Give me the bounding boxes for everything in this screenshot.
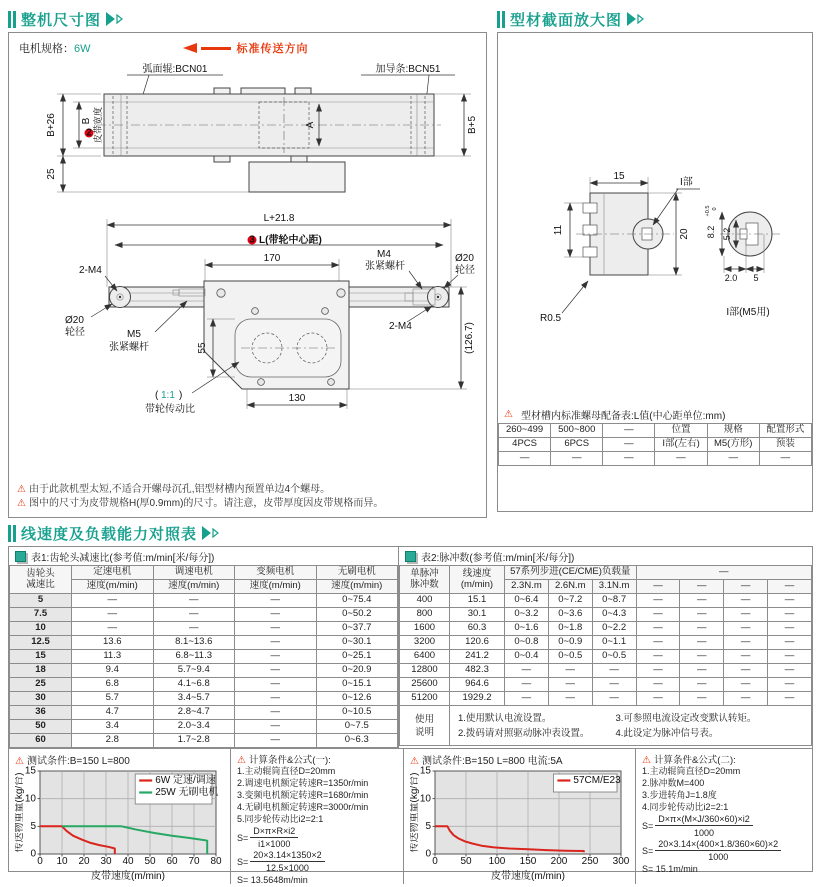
svg-text:6W 定速/调速: 6W 定速/调速 [155,775,216,786]
detail-caption: I部(M5用) [726,307,770,318]
label-m5-rod: 张紧螺杆 [109,342,149,353]
table-row: 7.5 — — — 0~50.2 [10,608,398,622]
svg-text:皮带速度(m/min): 皮带速度(m/min) [91,871,165,882]
nut-table-caption: ⚠ 型材槽内标准螺母配备表:L值(中心距单位:mm) [504,408,726,422]
note-line: ⚠ 由于此款机型太短,不适合开螺母沉孔,铝型材槽内预置单边4个螺母。 [17,484,331,495]
table-row: 36 4.7 2.8~4.7 — 0~10.5 [10,706,398,720]
warning-icon: ⚠ [17,498,26,509]
label-2m4-right: 2-M4 [389,321,412,332]
label-m5: M5 [127,329,141,340]
table-row: 25 6.8 4.1~6.8 — 0~15.1 [10,678,398,692]
transfer-direction-label: 标准传送方向 [236,43,309,55]
table-square-icon [405,551,416,562]
table-row: 18 9.4 5.7~9.4 — 0~20.9 [10,664,398,678]
svg-text:250: 250 [581,856,599,867]
header-arrow-icon [202,526,219,540]
formula-panel-2: ⚠ 计算条件&公式(二): 1.主动辊筒直径D=20mm 2.脉冲数M=400 3.步进转角J=1.8度 4.同步轮传动比i2=2:1 S= $\frac{D\times\pi\times(M\times J/360\times 60)\times i2}{1000}$ S= $\frac{20\times 3.14\times(400\times 1.8/360\times 60)\times 2}{1000}$ S= 15.1m/min [636,749,812,884]
profile-cross-section-drawing [498,33,812,405]
section-header-overall [8,8,487,30]
section-header-profile [497,8,813,30]
svg-text:0: 0 [37,856,43,867]
section-title-speed: 线速度及负载能力对照表 [21,525,198,543]
formula2-result: S= 15.1m/min [642,864,698,874]
dim-2: 2.0 [724,273,738,283]
svg-text:50: 50 [144,856,156,867]
svg-text:80: 80 [210,856,222,867]
label-d20-right: Ø20 [455,253,474,264]
label-d20-left-2: 轮径 [65,327,85,338]
svg-text:0: 0 [425,848,431,860]
svg-text:5: 5 [425,820,431,832]
formula-panel-1: ⚠ 计算条件&公式(一): 1.主动辊筒直径D=20mm 2.调速电机额定转速R=1350r/min 3.变频电机额定转速R=1680r/min 4.无刷电机额定转速R=3000r/min 5.同步轮传动比i2=2:1 S= $\frac{D\times\pi\times R\times i2}{i1\times 1000}$ S= $\frac{20\times 3.14\times 1350\times 2}{12.5\times 1000}$ S= 13.5648m/min [231,749,404,884]
svg-text:3: 3 [249,234,255,246]
warning-icon: ⚠ [17,484,26,495]
warning-icon: ⚠ [410,756,419,767]
svg-text:300: 300 [612,856,630,867]
load-capacity-chart-57cm [410,766,630,882]
note-line: ⚠ 图中的尺寸为皮带规格H(厚0.9mm)的尺寸。请注意，皮带厚度因皮带规格而异。 [17,498,384,509]
dim-55: 55 [197,342,208,354]
table-row: 51200 1929.2 — — — — — — — [400,692,812,706]
table-row: 12800 482.3 — — — — — — — [400,664,812,678]
svg-text:0: 0 [432,856,438,867]
table-row: 400 15.1 0~6.4 0~7.2 0~8.7 — — — — [400,594,812,608]
pulse-table: 单脉冲 脉冲数 线速度 (m/min) 57系列步进(CE/CME)负载量 — 2.3N.m 2.6N.m 3.1N.m — — — — 400 15.1 0~6.4 0~7.2 0~8.7 — — — — 800 30.1 0~3.2 0~3.6 0~4.3 — — — — 1600 60.3 0~1.6 0~1.8 0~2.2 — — — — 3200 120.6 0~0.8 0~0.9 0~1.1 — — — — 6400 241.2 0~0.4 0~0.5 0~0.5 — — — — 12800 482.3 — — — — — — — 25600 964.6 — — — — — — — 51200 1929.2 — — — — — — — 使用 说明 1.使用默认电流设置。 2.拨码请对照驱动脉冲表设置。 3.可参照电流设定改变默认转矩。 4.此设定为脉冲信号表。 [399,565,812,746]
load-chart-panel-2 [404,749,636,884]
svg-text:30: 30 [100,856,112,867]
header-arrow-icon [627,12,644,26]
gear-ratio-table: 齿轮头 减速比 定速电机 调速电机 变频电机 无刷电机 速度(m/min) 速度(m/min) 速度(m/min) 速度(m/min) 5 — — — 0~75.4 7.5 — — — 0~50.2 10 — — — 0~37.7 12.5 13.6 8.1~13.6 — 0~30.1 15 11.3 6.8~11.3 — 0~25.1 18 9.4 5.7~9.4 — 0~20.9 25 6.8 4.1~6.8 — 0~15.1 30 5.7 3.4~5.7 — 0~12.6 36 4.7 2.8~4.7 — 0~10.5 50 3.4 2.0~3.4 — 0~7.5 60 2.8 1.7~2.8 — 0~6.3 [9,565,398,748]
svg-text:50: 50 [460,856,472,867]
dim-1267: (126.7) [464,322,475,354]
label-m4-right: M4 [377,249,391,260]
label-i-part: I部 [680,177,693,188]
load-capacity-chart-6w [15,766,225,882]
table-row: 3200 120.6 0~0.8 0~0.9 0~1.1 — — — — [400,636,812,650]
formula2-title: ⚠ 计算条件&公式(二): [642,755,736,766]
side-view-drawing [9,209,485,427]
dim-b5: B+5 [467,115,478,135]
dim-belt-b: B [81,117,92,125]
table-row: 60 2.8 1.7~2.8 — 0~6.3 [10,734,398,748]
dim-82-tol-bot: 0 [712,207,718,211]
dim-170: 170 [263,253,281,264]
dim-25: 25 [46,168,57,180]
overall-dimension-panel [8,32,487,518]
svg-text:10: 10 [419,793,431,805]
label-guide-strip: 加导条:BCN51 [375,64,441,75]
svg-text:10: 10 [56,856,68,867]
table-square-icon [15,551,26,562]
ratio-open: ( [155,390,159,401]
top-view-drawing [9,59,485,209]
overall-notes [9,481,486,515]
dim-52: 5.2 [722,227,732,241]
formula1-result: S= 13.5648m/min [237,875,308,885]
section-header-speed [8,522,813,544]
svg-text:60: 60 [166,856,178,867]
formula1-title: ⚠ 计算条件&公式(一): [237,755,331,766]
dim-5: 5 [753,273,759,283]
dim-130: 130 [288,393,306,404]
warning-icon: ⚠ [504,408,513,420]
label-arc-roller: 弧面辊:BCN01 [142,64,208,75]
svg-text:传送物重量(kg/台): 传送物重量(kg/台) [410,772,420,853]
label-r05: R0.5 [540,313,562,324]
svg-text:100: 100 [488,856,506,867]
section-title-profile: 型材截面放大图 [510,11,623,29]
label-d20-right-2: 轮径 [455,265,475,276]
section-title-overall: 整机尺寸图 [21,11,102,29]
table-row: 6400 241.2 0~0.4 0~0.5 0~0.5 — — — — [400,650,812,664]
svg-text:传送物重量(kg/台): 传送物重量(kg/台) [15,772,25,853]
load-chart-panel-1 [9,749,231,884]
dim-b26: B+26 [46,113,57,137]
transfer-direction [183,40,309,56]
svg-text:70: 70 [188,856,200,867]
formula2-eq1: S= $\frac{D\times\pi\times(M\times J/360\times 60)\times i2}{1000}$ [642,814,808,838]
header-bars-icon [8,11,16,28]
formula1-eq2: S= $\frac{20\times 3.14\times 1350\times 2}{12.5\times 1000}$ [237,850,399,873]
svg-text:150: 150 [519,856,537,867]
label-2m4-left: 2-M4 [79,265,102,276]
formula2-eq2: S= $\frac{20\times 3.14\times(400\times 1.8/360\times 60)\times 2}{1000}$ [642,839,808,862]
belt-width-label: 皮带宽度 [93,106,103,144]
table1-col1-header: 齿轮头 减速比 [10,566,72,594]
dim-15: 15 [613,171,625,182]
dim-20: 20 [679,228,690,240]
svg-text:15: 15 [24,766,36,777]
table-row: 1600 60.3 0~1.6 0~1.8 0~2.2 — — — — [400,622,812,636]
table-row: 25600 964.6 — — — — — — — [400,678,812,692]
svg-text:0: 0 [30,848,36,860]
ratio-close: ) [179,390,183,401]
svg-text:57CM/E23: 57CM/E23 [573,775,621,786]
table-row: 30 5.7 3.4~5.7 — 0~12.6 [10,692,398,706]
svg-text:25W 无刷电机: 25W 无刷电机 [155,787,219,798]
svg-text:2: 2 [86,127,92,139]
dim-82-tol-top: +0.5 [705,205,711,217]
profile-section-panel [497,32,813,512]
table-row: — — — — — — [499,452,812,466]
label-m4-right-2: 张紧螺杆 [365,261,405,272]
table-row: 50 3.4 2.0~3.4 — 0~7.5 [10,720,398,734]
table-row: 800 30.1 0~3.2 0~3.6 0~4.3 — — — — [400,608,812,622]
header-arrow-icon [106,12,123,26]
table2-caption: 表2:脉冲数(参考值:m/min[米/每分]) [399,547,812,565]
svg-text:40: 40 [122,856,134,867]
warning-icon: ⚠ [237,755,246,766]
ratio-label: 带轮传动比 [145,404,195,415]
table-row: 10 — — — 0~37.7 [10,622,398,636]
table-row: 5 — — — 0~75.4 [10,594,398,608]
nut-config-table [498,423,812,466]
label-d20-left: Ø20 [65,315,84,326]
table1-caption: 表1:齿轮头减速比(参考值:m/min[米/每分]) [9,547,398,565]
usage-notes-row: 使用 说明 1.使用默认电流设置。 2.拨码请对照驱动脉冲表设置。 3.可参照电流设定改变默认转矩。 4.此设定为脉冲信号表。 [400,706,812,746]
motor-spec: 电机规格：6W [19,43,91,55]
header-bars-icon [497,11,505,28]
motor-bracket [249,162,345,192]
table-row: 260~499 500~800 — 位置 规格 配置形式 [499,424,812,438]
dim-11: 11 [553,224,564,236]
test-condition-1: ⚠ 测试条件:B=150 L=800 [15,756,130,767]
test-condition-2: ⚠ 测试条件:B=150 L=800 电流:5A [410,756,563,767]
warning-icon: ⚠ [15,756,24,767]
header-bars-icon [8,525,16,542]
speed-load-panel [8,546,813,885]
dim-l218: L+21.8 [263,213,295,224]
svg-text:皮带速度(m/min): 皮带速度(m/min) [491,871,565,882]
table-row: 12.5 13.6 8.1~13.6 — 0~30.1 [10,636,398,650]
svg-text:20: 20 [78,856,90,867]
motor-spec-value: 6W [74,43,91,55]
warning-icon: ⚠ [642,755,651,766]
dim-center-distance: L(带轮中心距) [259,235,322,246]
left-arrow-icon [183,43,197,53]
dim-a: A [305,121,316,129]
table2-area [399,547,812,748]
dim-82: 8.2 [706,225,716,239]
svg-text:5: 5 [30,820,36,832]
svg-text:15: 15 [419,766,431,777]
table-row: 15 11.3 6.8~11.3 — 0~25.1 [10,650,398,664]
table-row: 4PCS 6PCS — I部(左右) M5(方形) 预装 [499,438,812,452]
formula1-eq1: S= $\frac{D\times\pi\times R\times i2}{i1\times 1000}$ [237,826,399,849]
svg-text:200: 200 [550,856,568,867]
table1-area [9,547,399,748]
ratio-value: 1:1 [161,390,175,401]
svg-text:10: 10 [24,793,36,805]
